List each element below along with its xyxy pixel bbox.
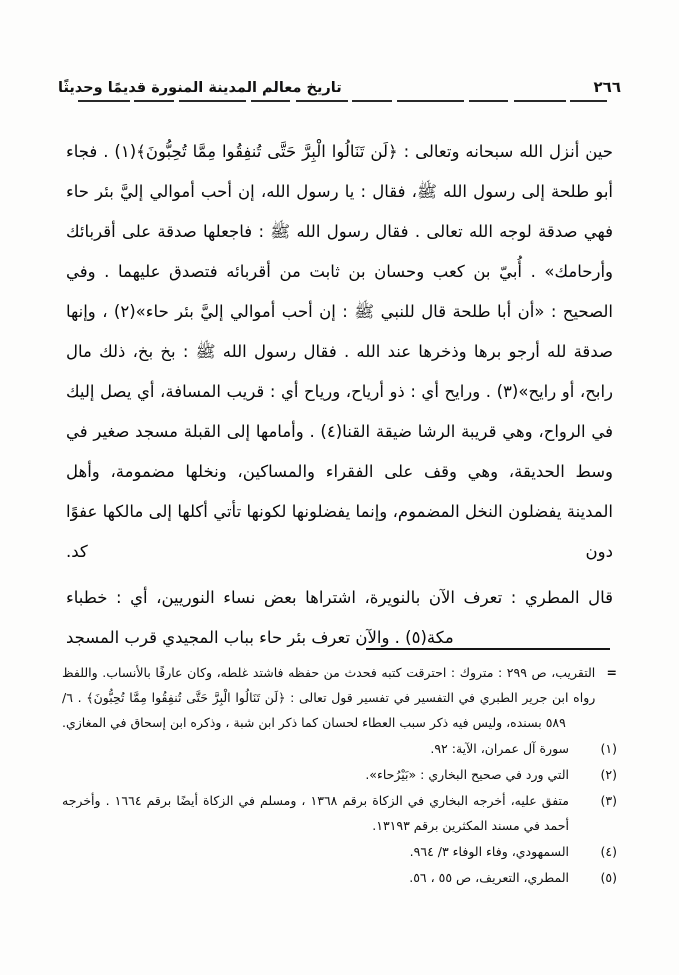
header-divider [78, 100, 607, 102]
footnote-marker-continuation: = [606, 665, 617, 680]
footnote-list [62, 660, 617, 891]
footnote-marker-4: (٤) [600, 844, 617, 859]
footnote-divider [366, 648, 610, 650]
footnote-text-continuation: التقريب، ص ٢٩٩ : متروك : احترقت كتبه فحدث من حفظه فاشتد غلطه، وكان عارفًا بالأنساب. واللفظ رواه ابن جرير الطبري في التفسير في تفسير قول تعالى : ﴿لَن تَنَالُوا الْبِرَّ حَتَّى تُنفِقُوا مِمَّا تُحِبُّونَ﴾ . ٦/ ٥٨٩ بسنده، وليس فيه ذكر سبب العطاء لحسان كما ذكر ابن شبة ، وذكره ابن إسحاق في المغازي. [62, 665, 596, 730]
footnote-text-4: السمهودي، وفاء الوفاء ٣/ ٩٦٤. [409, 844, 569, 859]
footnote-marker-5: (٥) [600, 870, 617, 885]
page-number: ٢٦٦ [593, 78, 621, 96]
footnote-marker-3: (٣) [600, 793, 617, 808]
footnote-item-5 [62, 865, 617, 890]
running-head [58, 66, 621, 96]
footnote-item-2 [62, 762, 617, 787]
footnote-marker-2: (٢) [600, 767, 617, 782]
footnote-continuation [62, 660, 617, 735]
footnote-item-1 [62, 736, 617, 761]
footnote-text-2: التي ورد في صحيح البخاري : «بَيْرُحاء». [365, 767, 569, 782]
footnote-text-5: المطري، التعريف، ص ٥٥ ، ٥٦. [409, 870, 569, 885]
paragraph-2: قال المطري : تعرف الآن بالنويرة، اشتراها بعض نساء النوريين، أي : خطباء مكة(٥) . والآن تعرف بئر حاء بباب المجيدي قرب المسجد [66, 588, 613, 647]
footnote-marker-1: (١) [600, 741, 617, 756]
body-text [66, 132, 613, 660]
footnote-item-4 [62, 839, 617, 864]
paragraph-1: حين أنزل الله سبحانه وتعالى : ﴿لَن تَنَالُوا الْبِرَّ حَتَّى تُنفِقُوا مِمَّا تُحِبُّونَ﴾(١) . فجاء أبو طلحة إلى رسول الله ﷺ، فقال : يا رسول الله، إن أحب أموالي إليَّ بئر حاء فهي صدقة لوجه الله تعالى . فقال رسول الله ﷺ : فاجعلها صدقة على أقربائك وأرحامك» . أُبيّ بن كعب وحسان بن ثابت من أقربائه فتصدق عليهما . وفي الصحيح : «أن أبا طلحة قال للنبي ﷺ : إن أحب أموالي إليَّ بئر حاء»(٢) ، وإنها صدقة لله أرجو برها وذخرها عند الله . فقال رسول الله ﷺ : بخ بخ، ذلك مال رابح، أو رايح»(٣) . ورايح أي : ذو أرياح، ورياح أي : قريب المسافة، أي يصل إليك في الرواح، وهي قريبة الرشا ضيقة القنا(٤) . وأمامها إلى القبلة مسجد صغير في وسط الحديقة، وهي وقف على الفقراء والمساكين، ونخلها مضمومة، وأهل المدينة يفضلون النخل المضموم، وإنما يفضلونها لكونها تأتي أكلها إلى مالكها عفوًا دون كد. [66, 142, 614, 561]
page-title: تاريخ معالم المدينة المنورة قديمًا وحديثًا [58, 80, 342, 96]
footnote-item-3 [62, 788, 617, 838]
footnote-text-3: متفق عليه، أخرجه البخاري في الزكاة برقم ١٣٦٨ ، ومسلم في الزكاة أيضًا برقم ١٦٦٤ . وأخرجه أحمد في مسند المكثرين برقم ١٣١٩٣. [62, 793, 570, 833]
footnote-text-1: سورة آل عمران، الآية: ٩٢. [430, 741, 569, 756]
